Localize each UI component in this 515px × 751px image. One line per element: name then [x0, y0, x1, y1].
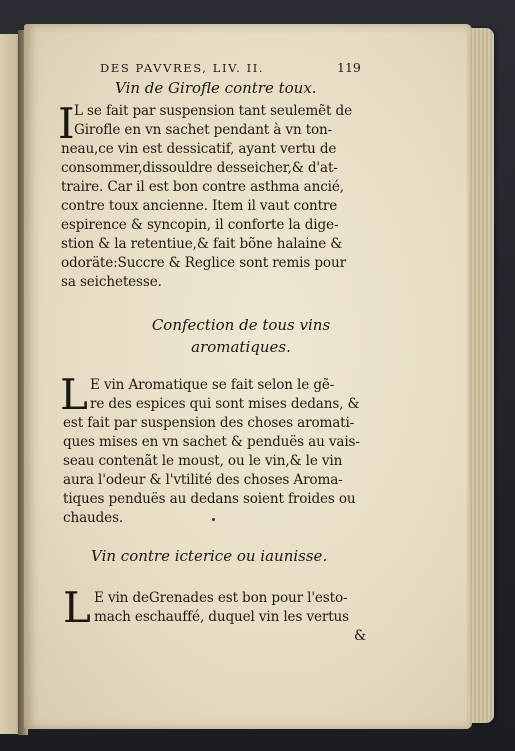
text-line: odoräte:Succre & Reglice sont remis pour — [61, 255, 346, 271]
page-number: 119 — [337, 60, 361, 75]
text-line: espirence & syncopin, il conforte la dige- — [61, 217, 339, 233]
text-line: aura l'odeur & l'vtilité des choses Aroma- — [63, 472, 343, 488]
text-line: seau contenãt le moust, ou le vin,& le vin — [63, 453, 343, 469]
drop-cap: I — [58, 99, 75, 148]
heading-line: aromatiques. — [191, 338, 291, 356]
drop-cap: L — [63, 583, 91, 632]
section-heading-jaundice-wine: Vin contre icterice ou iaunisse. — [91, 547, 328, 565]
text-line: contre toux ancienne. Item il vaut contre — [61, 198, 338, 214]
text-line: chaudes. — [63, 510, 124, 526]
text-line: E vin Aromatique se fait selon le gẽ- — [90, 377, 335, 393]
catchword: & — [354, 628, 366, 644]
heading-line: Confection de tous vins — [151, 316, 331, 334]
text-line: E vin deGrenades est bon pour l'esto- — [94, 590, 348, 606]
text-line: sa seichetesse. — [61, 274, 162, 290]
ink-speck — [212, 518, 215, 521]
section-heading-clove-wine: Vin de Girofle contre toux. — [115, 79, 317, 97]
text-line: tiques penduës au dedans soient froides ou — [63, 491, 356, 507]
page-block-edges — [468, 28, 494, 723]
text-line: Girofle en vn sachet pendant à vn ton- — [74, 122, 333, 138]
text-line: stion & la retentiue,& fait bõne halaine & — [61, 236, 343, 252]
text-line: re des espices qui sont mises dedans, & — [90, 396, 360, 412]
text-line: traire. Car il est bon contre asthma ancié, — [61, 179, 344, 195]
text-line: neau,ce vin est dessicatif, ayant vertu de — [61, 141, 337, 157]
text-line: ques mises en vn sachet & penduës au vais- — [63, 434, 360, 450]
running-header: DES PAVVRES, LIV. II. — [100, 61, 265, 75]
text-line: est fait par suspension des choses aromati- — [63, 415, 355, 431]
text-line: consommer,dissouldre desseicher,& d'at- — [61, 160, 338, 176]
text-line: mach eschauffé, duquel vin les vertus — [94, 609, 349, 625]
text-line: L se fait par suspension tant seulemẽt de — [74, 103, 352, 119]
drop-cap: L — [60, 370, 88, 419]
section-heading-aromatic-wines — [116, 314, 366, 358]
